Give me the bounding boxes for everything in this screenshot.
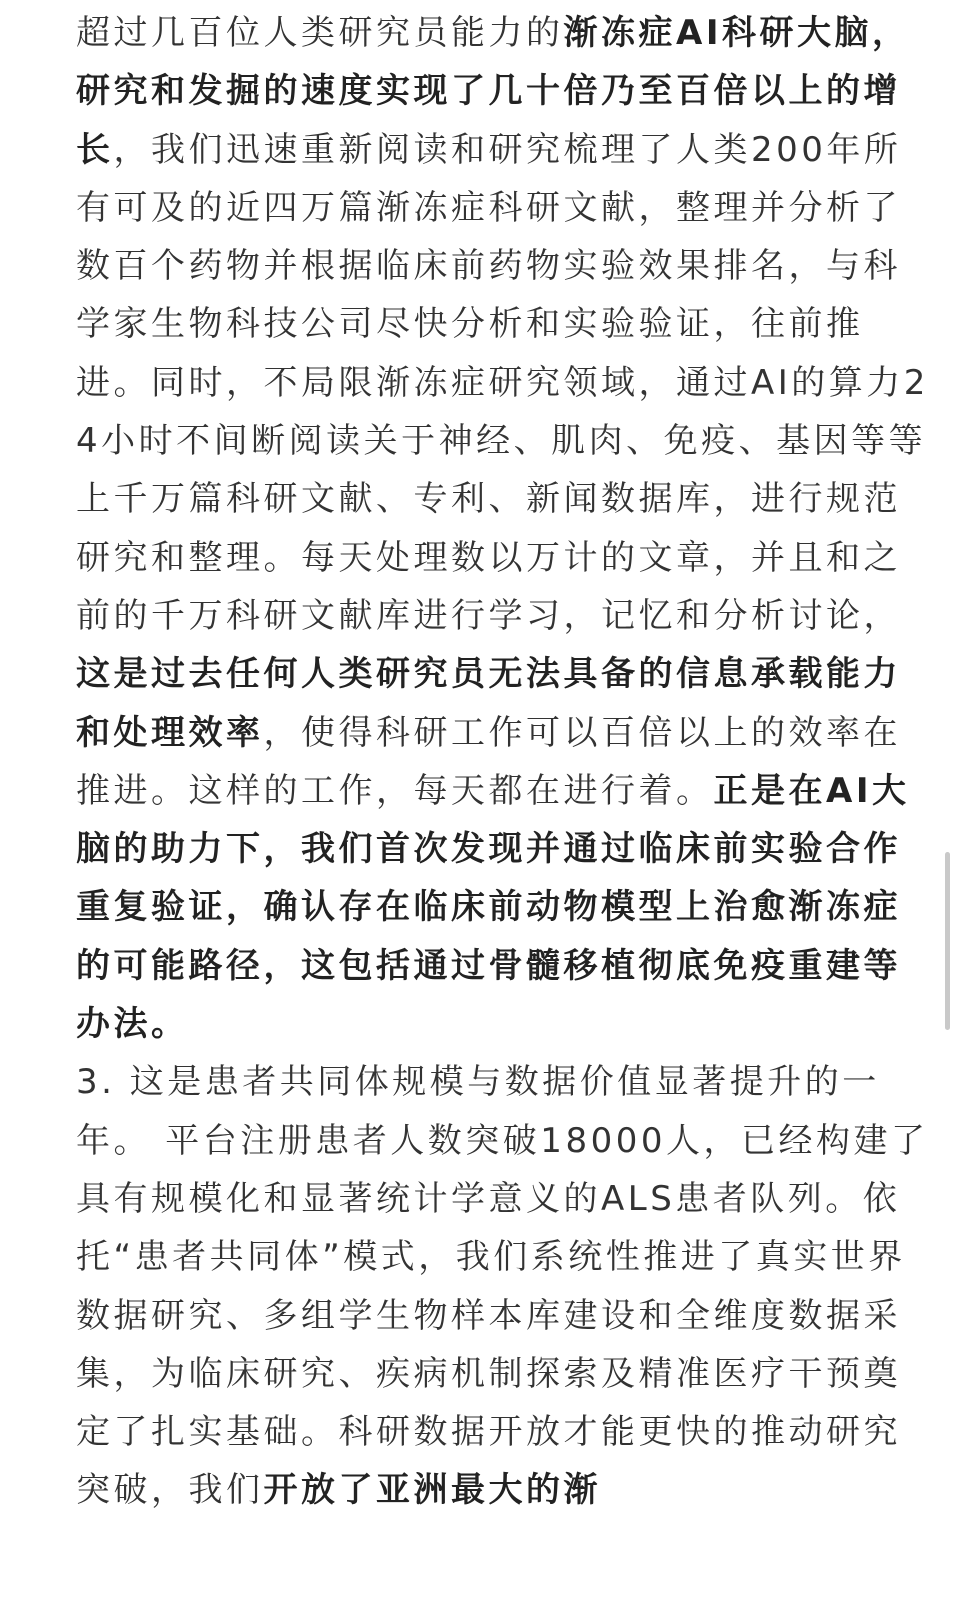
text-segment: 3. 这是患者共同体规模与数据价值显著提升的一年。 平台注册患者人数突破18000人，已经构建了具有规模化和显著统计学意义的ALS患者队列。依托“患者共同体”模式，我们系统性推进了真实世界数据研究、多组学生物样本库建设和全维度数据采集，为临床研究、疾病机制探索及精准医疗干预奠定了扎实基础。科研数据开放才能更快的推动研究突破，我们 (76, 1062, 929, 1511)
bold-text-segment: 渐冻症AI科研大脑，研究和发掘的速度实现了几十倍乃至百倍以上的增长 (76, 13, 910, 170)
scrollbar-thumb[interactable] (945, 852, 950, 1030)
text-segment: 超过几百位人类研究员能力的 (76, 13, 564, 53)
bold-text-segment: 这是过去任何人类研究员无法具备的信息承载能力和处理效率 (76, 654, 901, 753)
text-segment: ，使得科研工作可以百倍以上的效率在推进。这样的工作，每天都在进行着。 (76, 712, 901, 811)
bold-text-segment: 正是在AI大脑的助力下，我们首次发现并通过临床前实验合作重复验证，确认存在临床前动物模型上治愈渐冻症的可能路径，这包括通过骨髓移植彻底免疫重建等办法。 (76, 770, 910, 1045)
article-body (76, 4, 936, 1520)
bold-text-segment: 开放了亚洲最大的渐 (263, 1470, 601, 1511)
paragraph-patient-community (76, 1053, 936, 1519)
paragraph-ai-research (76, 4, 936, 1053)
text-segment: ，我们迅速重新阅读和研究梳理了人类200年所有可及的近四万篇渐冻症科研文献，整理并分析了数百个药物并根据临床前药物实验效果排名，与科学家生物科技公司尽快分析和实验验证，往前推进。同时，不局限渐冻症研究领域，通过AI的算力24小时不间断阅读关于神经、肌肉、免疫、基因等等上千万篇科研文献、专利、新闻数据库，进行规范研究和整理。每天处理数以万计的文章，并且和之前的千万科研文献库进行学习，记忆和分析讨论， (76, 129, 929, 636)
